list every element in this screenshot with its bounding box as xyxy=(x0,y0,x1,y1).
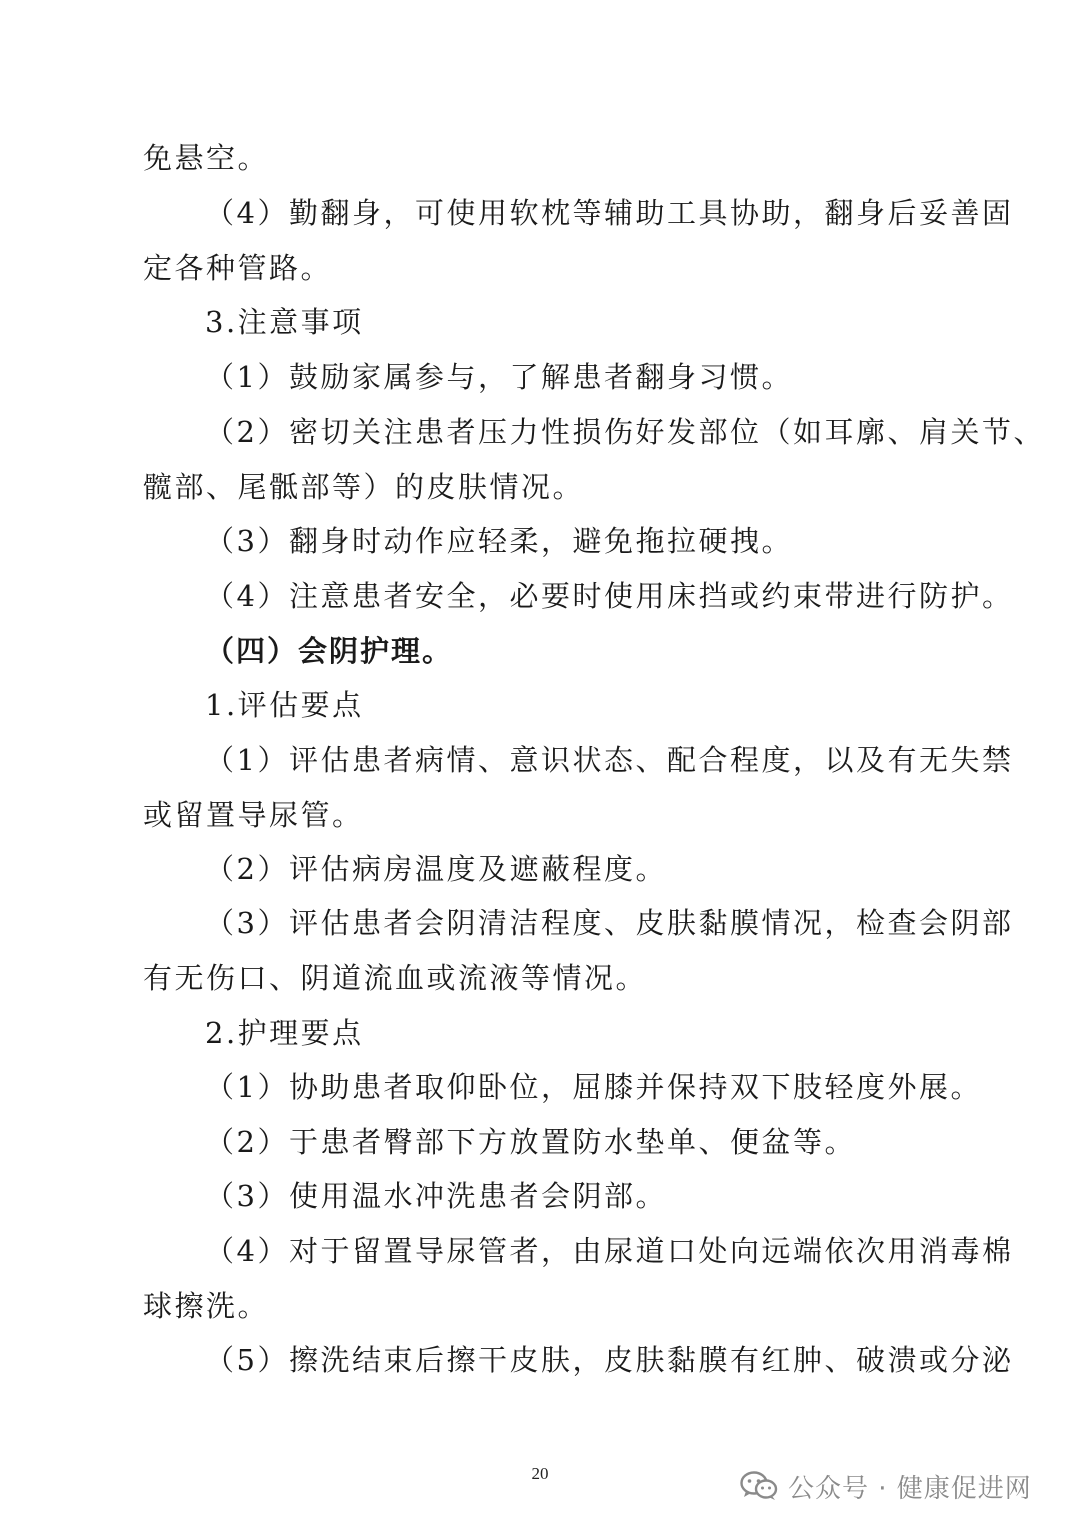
text-line: 球擦洗。 xyxy=(143,1289,270,1323)
text-line: （1）鼓励家属参与，了解患者翻身习惯。 xyxy=(205,360,793,394)
text-line: 免悬空。 xyxy=(143,141,270,175)
text-line: （5）擦洗结束后擦干皮肤，皮肤黏膜有红肿、破溃或分泌 xyxy=(205,1343,1014,1377)
section-heading: 1.评估要点 xyxy=(205,688,364,722)
section-heading: 2.护理要点 xyxy=(205,1016,364,1050)
text-line: 髋部、尾骶部等）的皮肤情况。 xyxy=(143,470,585,504)
text-line: （2）密切关注患者压力性损伤好发部位（如耳廓、肩关节、 xyxy=(205,415,1045,449)
text-line: （3）评估患者会阴清洁程度、皮肤黏膜情况，检查会阴部 xyxy=(205,906,1014,940)
text-line: （1）协助患者取仰卧位，屈膝并保持双下肢轻度外展。 xyxy=(205,1070,982,1104)
section-heading: 3.注意事项 xyxy=(205,305,364,339)
watermark-text: 公众号 · 健康促进网 xyxy=(788,1473,1032,1504)
wechat-icon xyxy=(740,1470,778,1502)
text-line: （1）评估患者病情、意识状态、配合程度，以及有无失禁 xyxy=(205,743,1014,777)
text-line: 定各种管路。 xyxy=(143,251,333,285)
text-line: 或留置导尿管。 xyxy=(143,798,364,832)
text-line: （4）对于留置导尿管者，由尿道口处向远端依次用消毒棉 xyxy=(205,1234,1014,1268)
text-line: （3）使用温水冲洗患者会阴部。 xyxy=(205,1179,667,1213)
page-number: 20 xyxy=(531,1464,549,1483)
text-line: （2）于患者臀部下方放置防水垫单、便盆等。 xyxy=(205,1125,856,1159)
text-line: （2）评估病房温度及遮蔽程度。 xyxy=(205,852,667,886)
text-line: （4）注意患者安全，必要时使用床挡或约束带进行防护。 xyxy=(205,579,1014,613)
watermark xyxy=(740,1466,1032,1506)
chapter-heading: （四）会阴护理。 xyxy=(205,634,454,668)
text-line: （4）勤翻身，可使用软枕等辅助工具协助，翻身后妥善固 xyxy=(205,196,1014,230)
text-line: 有无伤口、阴道流血或流液等情况。 xyxy=(143,961,648,995)
text-line: （3）翻身时动作应轻柔，避免拖拉硬拽。 xyxy=(205,524,793,558)
